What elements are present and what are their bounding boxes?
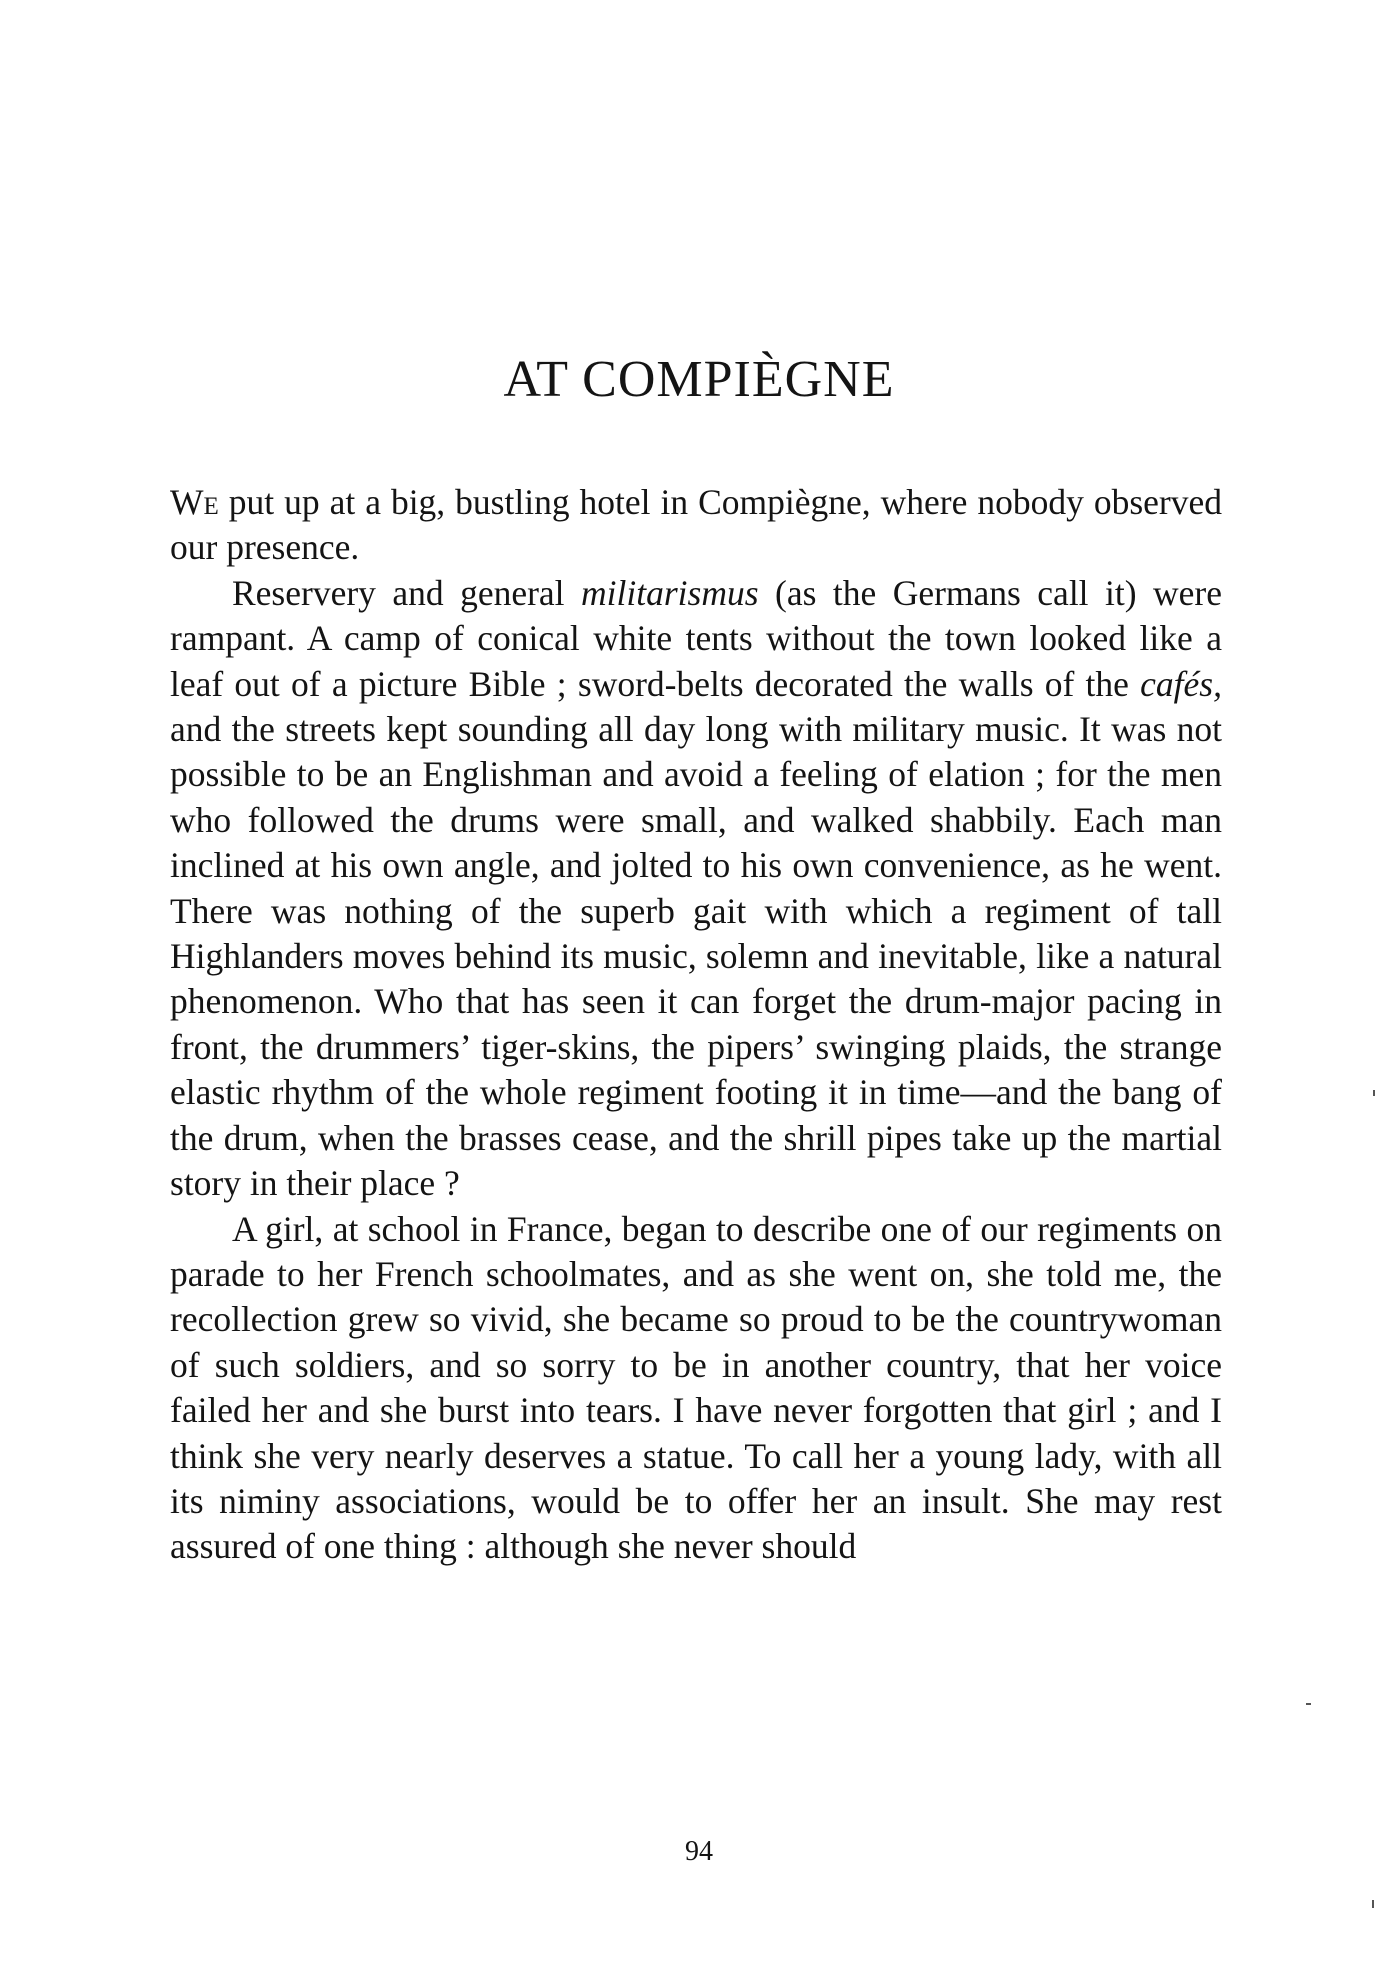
scan-speck	[1372, 1900, 1374, 1908]
chapter-title: AT COMPIÈGNE	[503, 351, 895, 408]
paragraph-2-italic-term: cafés,	[1140, 663, 1222, 704]
paragraph-3-text: A girl, at school in France, began to describe one of our regiments on parade to her French schoolmates, and as she went on, she told me, the recollection grew so vivid, she became so proud to be the countrywoman of such soldiers, and so sorry to be in another country, that her voice failed her and she burst into tears. I have never forgotten that girl ; and I think she very nearly deserves a statue. To call her a young lady, with all its niminy associations, would be to offer her an insult. She may rest assured of one thing : although she never should	[170, 1208, 1222, 1567]
paragraph-2-segment: Reservery and general	[232, 572, 581, 613]
paragraph-3	[170, 1207, 1222, 1570]
paragraph-2-segment: (as the Germans call it) were rampant. A camp of conical white tents without the town looked like a leaf out of a picture Bible ; sword-belts decorated the walls of the	[170, 572, 1222, 704]
scan-speck	[1373, 1090, 1375, 1096]
scan-speck	[1306, 1703, 1311, 1705]
paragraph-1-text: put up at a big, bustling hotel in Compiègne, where nobody observed our presence.	[170, 482, 1222, 568]
body-text	[170, 480, 1222, 1570]
drop-word: We	[170, 482, 219, 522]
paragraph-1	[170, 480, 1222, 571]
page-number: 94	[685, 1836, 713, 1867]
paragraph-2-segment: and the streets kept sounding all day long with military music. It was not possible to be an Englishman and avoid a feeling of elation ; for the men who followed the drums were small, and walked shabbily. Each man inclined at his own angle, and jolted to his own convenience, as he went. There was nothing of the superb gait with which a regiment of tall Highlanders moves behind its music, solemn and inevitable, like a natural phenomenon. Who that has seen it can forget the drum-major pacing in front, the drummers’ tiger-skins, the pipers’ swinging plaids, the strange elastic rhythm of the whole regiment footing it in time—and the bang of the drum, when the brasses cease, and the shrill pipes take up the martial story in their place ?	[170, 709, 1222, 1204]
paragraph-2-italic-term: militarismus	[581, 572, 759, 613]
paragraph-2	[170, 571, 1222, 1207]
